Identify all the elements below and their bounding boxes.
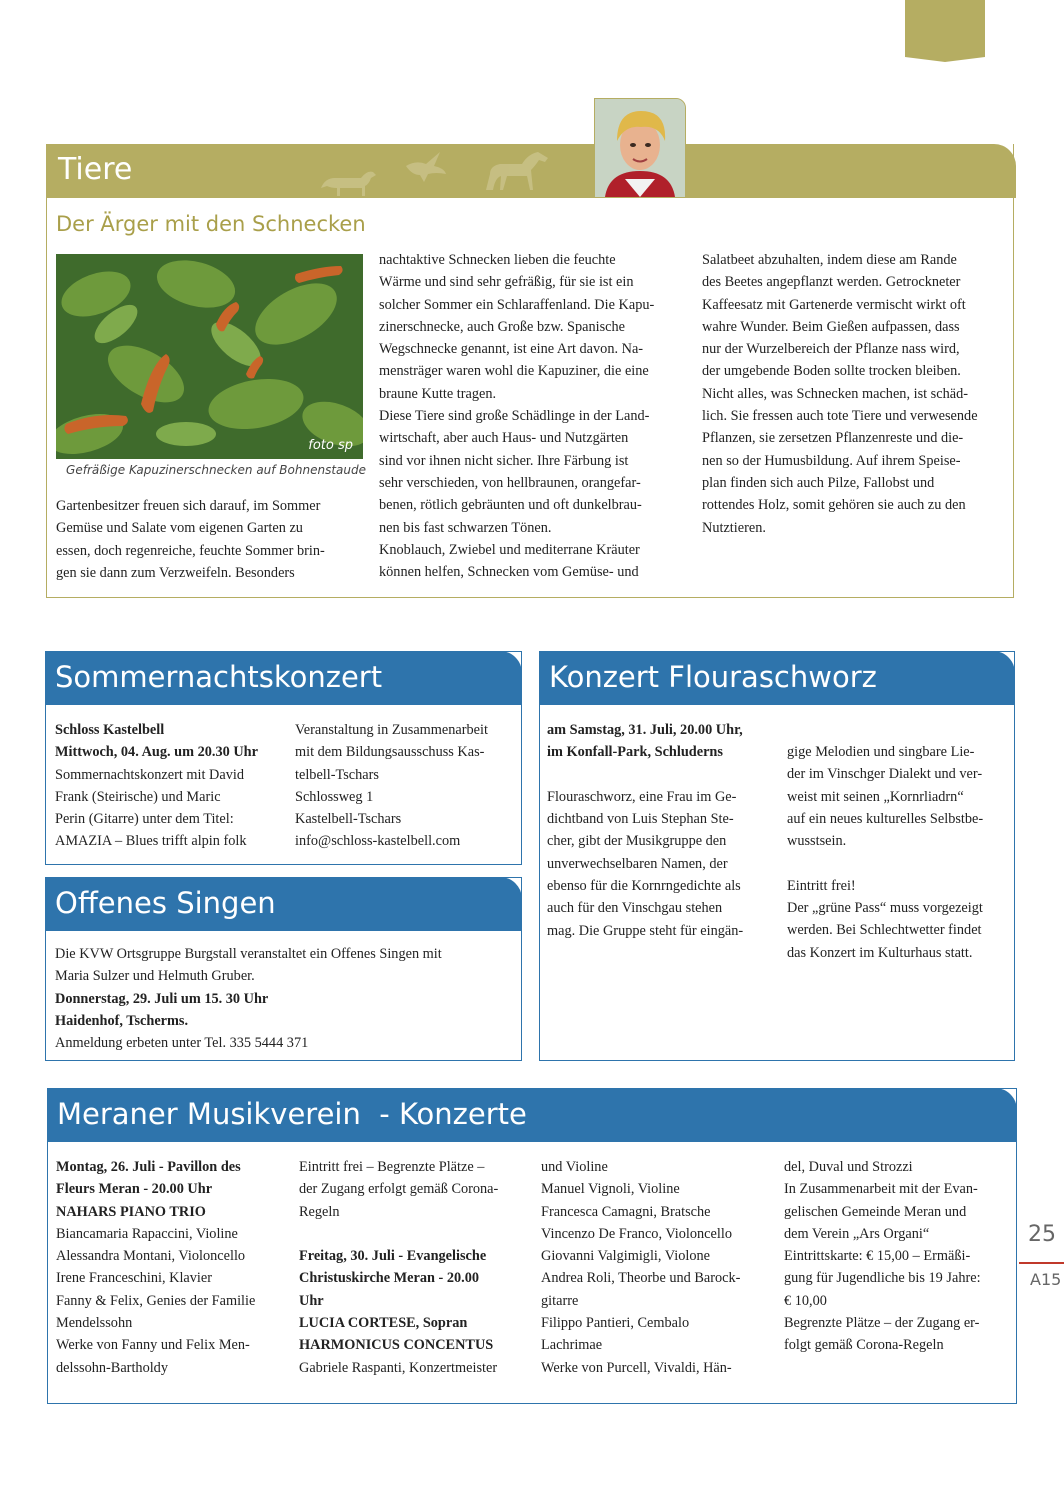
text-line: Lachrimae <box>541 1337 603 1354</box>
text-line: rottendes Holz, somit gehören sie auch zu den <box>702 497 966 514</box>
text-line: Kastelbell-Tschars <box>295 811 402 828</box>
section-title-sommernacht: Sommernachtskonzert <box>55 660 383 694</box>
text-line: gelischen Gemeinde Meran und <box>784 1203 967 1220</box>
text-line: solcher Sommer ein Schlaraffenland. Die Kapu- <box>379 296 655 313</box>
tiere-column-2 <box>379 249 691 583</box>
sommernacht-header <box>45 651 522 705</box>
text-line: Perin (Gitarre) unter dem Titel: <box>55 811 234 828</box>
corner-tab <box>905 0 985 62</box>
text-line: Pflanzen, sie zersetzen Pflanzenreste und die- <box>702 430 964 447</box>
text-line: benen, rötlich gebräunten und oft dunkelbrau- <box>379 497 642 514</box>
text-line: Sommernachtskonzert mit David <box>55 766 244 783</box>
meran-column-1 <box>56 1156 296 1379</box>
text-line: der Zugang erfolgt gemäß Corona- <box>299 1181 499 1198</box>
text-line: mag. Die Gruppe steht für eingän- <box>547 922 744 939</box>
text-line: braune Kutte tragen. <box>379 385 497 402</box>
text-line: gitarre <box>541 1292 579 1309</box>
text-line: gige Melodien und singbare Lie- <box>787 744 975 760</box>
text-line: nachtaktive Schnecken lieben die feuchte <box>379 252 616 268</box>
text-line: weist mit seinen „Kornrliadrn“ <box>787 788 964 805</box>
text-line: In Zusammenarbeit mit der Evan- <box>784 1181 978 1198</box>
animal-silhouettes-icon <box>271 144 571 198</box>
text-line: cher, gibt der Musikgruppe den <box>547 833 727 850</box>
text-line: Uhr <box>299 1292 324 1309</box>
text-line: Fleurs Meran - 20.00 Uhr <box>56 1181 213 1198</box>
text-line: Gemüse und Salate vom eigenen Garten zu <box>56 520 303 537</box>
text-line: Nutztieren. <box>702 519 766 536</box>
text-line: Werke von Purcell, Vivaldi, Hän- <box>541 1359 732 1376</box>
text-line: das Konzert im Kulturhaus statt. <box>787 944 973 961</box>
singen-header <box>45 877 522 931</box>
text-line: Begrenzte Plätze – der Zugang er- <box>784 1315 980 1332</box>
text-line: Mendelssohn <box>56 1315 133 1332</box>
text-line: Der „grüne Pass“ muss vorgezeigt <box>787 900 983 917</box>
text-line: nur der Wurzelbereich der Pflanze nass wird, <box>702 341 960 358</box>
text-line: Giovanni Valgimigli, Violone <box>541 1248 710 1265</box>
photo-credit: foto sp <box>308 438 353 453</box>
photo-caption: Gefräßige Kapuzinerschnecken auf Bohnenstaude <box>66 463 366 477</box>
text-line: Alessandra Montani, Violoncello <box>56 1248 246 1265</box>
text-line: wirtschaft, aber auch Haus- und Nutzgärten <box>379 430 629 447</box>
text-line: zinerschnecke, auch Große bzw. Spanische <box>379 318 625 335</box>
text-line: mensträger waren wohl die Kapuziner, die eine <box>379 363 649 380</box>
text-line: können helfen, Schnecken vom Gemüse- und <box>379 564 639 581</box>
text-line: Montag, 26. Juli - Pavillon des <box>56 1159 241 1175</box>
spacer <box>787 852 1012 874</box>
text-line: Wärme und sind sehr gefräßig, für sie ist ein <box>379 274 634 291</box>
text-line: Manuel Vignoli, Violine <box>541 1181 680 1198</box>
text-line: auch für den Vinschgau stehen <box>547 900 723 917</box>
meran-column-3 <box>541 1156 779 1379</box>
text-line: Werke von Fanny und Felix Men- <box>56 1337 250 1354</box>
text-line: wusstsein. <box>787 833 847 850</box>
text-line: Kaffeesatz mit Gartenerde vermischt wirkt oft <box>702 296 966 313</box>
text-line: LUCIA CORTESE, Sopran <box>299 1315 468 1332</box>
sommernacht-column-2 <box>295 719 520 853</box>
text-line: del, Duval und Strozzi <box>784 1159 913 1175</box>
text-line: Mittwoch, 04. Aug. um 20.30 Uhr <box>55 744 258 761</box>
text-line: AMAZIA – Blues trifft alpin folk <box>55 833 247 850</box>
text-line: plan finden sich auch Pilze, Fallobst und <box>702 474 935 491</box>
text-line: des Beetes angepflanzt werden. Getrockneter <box>702 274 961 291</box>
section-title-tiere: Tiere <box>58 152 133 187</box>
meran-column-4 <box>784 1156 1012 1357</box>
text-line: Gabriele Raspanti, Konzertmeister <box>299 1359 498 1376</box>
text-line: wahre Wunder. Beim Gießen aufpassen, dass <box>702 318 960 335</box>
text-line: Biancamaria Rapaccini, Violine <box>56 1225 238 1242</box>
section-title-meran: Meraner Musikverein - Konzerte <box>57 1097 527 1131</box>
article-subtitle: Der Ärger mit den Schnecken <box>56 212 366 236</box>
text-line: ebenso für die Kornrngedichte als <box>547 878 741 895</box>
text-line: Eintritt frei – Begrenzte Plätze – <box>299 1159 485 1175</box>
text-line: nen so der Humusbildung. Auf ihrem Speise- <box>702 452 961 469</box>
text-line: Nicht alles, was Schnecken machen, ist schäd- <box>702 385 968 402</box>
text-line: Flouraschworz, eine Frau im Ge- <box>547 788 737 805</box>
text-line: werden. Bei Schlechtwetter findet <box>787 922 982 939</box>
flour-column-2 <box>787 741 1012 964</box>
text-line: Andrea Roli, Theorbe und Barock- <box>541 1270 741 1287</box>
meran-header <box>47 1088 1017 1142</box>
page-number: 25 <box>1028 1222 1056 1247</box>
email-link[interactable]: info@schloss-kastelbell.com <box>295 833 461 850</box>
text-line: Haidenhof, Tscherms. <box>55 1012 189 1029</box>
text-line: dem Verein „Ars Organi“ <box>784 1225 930 1242</box>
text-line: unverwechselbaren Namen, der <box>547 855 728 872</box>
text-line: mit dem Bildungsausschuss Kas- <box>295 744 485 761</box>
page-number-divider <box>1019 1262 1064 1264</box>
text-line: HARMONICUS CONCENTUS <box>299 1337 494 1354</box>
text-line: Anmeldung erbeten unter Tel. 335 5444 371 <box>55 1035 309 1052</box>
text-line: Maria Sulzer und Helmuth Gruber. <box>55 968 255 985</box>
tiere-header <box>46 144 1016 198</box>
text-line: Regeln <box>299 1203 340 1220</box>
text-line: im Konfall-Park, Schluderns <box>547 744 723 761</box>
author-portrait <box>594 98 686 198</box>
flour-column-1 <box>547 719 779 942</box>
text-line: Gartenbesitzer freuen sich darauf, im Sommer <box>56 498 321 514</box>
text-line: Wegschnecke genannt, ist eine Art davon. Na- <box>379 341 644 358</box>
text-line: Irene Franceschini, Klavier <box>56 1270 213 1287</box>
text-line: Die KVW Ortsgruppe Burgstall veranstaltet ein Offenes Singen mit <box>55 946 442 962</box>
text-line: essen, doch regenreiche, feuchte Sommer brin- <box>56 542 325 559</box>
text-line: € 10,00 <box>784 1292 827 1309</box>
flour-header <box>539 651 1015 705</box>
text-line: delssohn-Bartholdy <box>56 1359 168 1376</box>
text-line: Donnerstag, 29. Juli um 15. 30 Uhr <box>55 990 269 1007</box>
text-line: Knoblauch, Zwiebel und mediterrane Kräuter <box>379 541 640 558</box>
text-line: Fanny & Felix, Genies der Familie <box>56 1292 256 1309</box>
text-line: dichtband von Luis Stephan Ste- <box>547 811 734 828</box>
section-title-singen: Offenes Singen <box>55 886 276 920</box>
text-line: gung für Jugendliche bis 19 Jahre: <box>784 1270 981 1287</box>
section-title-flour: Konzert Flouraschworz <box>549 660 877 694</box>
spacer <box>547 764 779 786</box>
text-line: gen sie dann zum Verzweifeln. Besonders <box>56 564 295 581</box>
page-code: A15 <box>1030 1270 1062 1289</box>
text-line: Christuskirche Meran - 20.00 <box>299 1270 480 1287</box>
text-line: telbell-Tschars <box>295 766 379 783</box>
text-line: der im Vinschger Dialekt und ver- <box>787 766 983 783</box>
text-line: NAHARS PIANO TRIO <box>56 1203 206 1220</box>
text-line: Schloss Kastelbell <box>55 722 165 738</box>
text-line: Freitag, 30. Juli - Evangelische <box>299 1248 487 1265</box>
text-line: lich. Sie fressen auch tote Tiere und verwesende <box>702 408 978 425</box>
text-line: folgt gemäß Corona-Regeln <box>784 1337 944 1354</box>
text-line: der umgebende Boden sollte trocken bleiben. <box>702 363 961 380</box>
text-line: nen bis fast schwarzen Tönen. <box>379 519 552 536</box>
text-line: sehr verschieden, von hellbraunen, orangefar- <box>379 474 641 491</box>
text-line: am Samstag, 31. Juli, 20.00 Uhr, <box>547 722 743 738</box>
text-line: Eintrittskarte: € 15,00 – Ermäßi- <box>784 1248 971 1265</box>
snail-photo <box>56 254 363 459</box>
text-line: Eintritt frei! <box>787 877 856 894</box>
text-line: Frank (Steirische) und Maric <box>55 788 221 805</box>
meran-column-2 <box>299 1156 537 1379</box>
text-line: Francesca Camagni, Bratsche <box>541 1203 711 1220</box>
tiere-column-3 <box>702 249 1012 539</box>
spacer <box>299 1223 537 1245</box>
singen-body <box>55 943 520 1054</box>
text-line: Diese Tiere sind große Schädlinge in der Land- <box>379 408 650 425</box>
tiere-column-1 <box>56 495 368 584</box>
text-line: Vincenzo De Franco, Violoncello <box>541 1225 732 1242</box>
text-line: auf ein neues kulturelles Selbstbe- <box>787 810 984 827</box>
sommernacht-column-1 <box>55 719 290 853</box>
text-line: und Violine <box>541 1159 608 1175</box>
text-line: Schlossweg 1 <box>295 788 374 805</box>
text-line: Filippo Pantieri, Cembalo <box>541 1315 690 1332</box>
text-line: Veranstaltung in Zusammenarbeit <box>295 722 488 738</box>
text-line: Salatbeet abzuhalten, indem diese am Rande <box>702 252 957 268</box>
text-line: sind vor ihnen nicht sicher. Ihre Färbung ist <box>379 452 629 469</box>
